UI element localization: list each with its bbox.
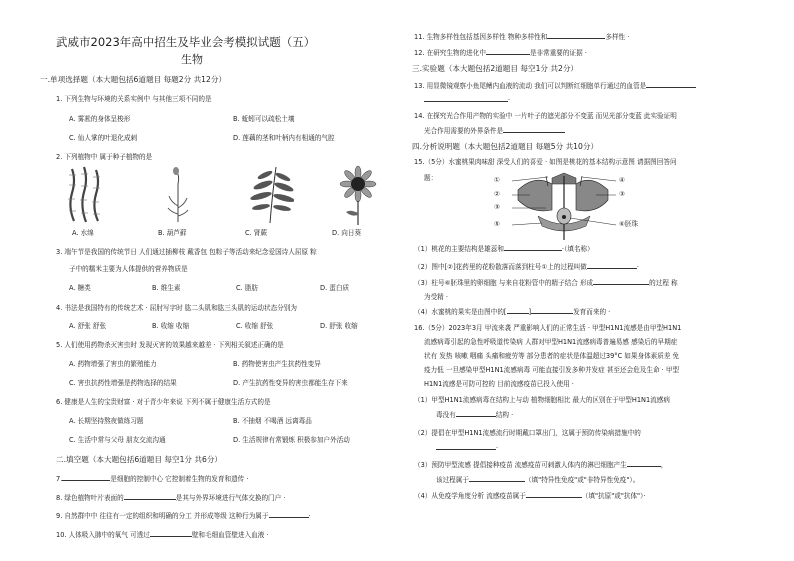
q16-sub1a: （1）甲型H1N1流感病毒在结构上与动 植物细胞相比 最大的区别在于甲型H1N1流感病 xyxy=(414,396,670,404)
q16-sub4-pre: （4）从免疫学角度分析 流感疫苗属于 xyxy=(414,492,526,500)
q16-sub2-post: · xyxy=(496,444,499,452)
q11 xyxy=(414,34,629,42)
q12-blank[interactable] xyxy=(486,54,530,55)
q16-sub1-pre: 毒没有 xyxy=(436,411,456,419)
q13-blank-a[interactable] xyxy=(646,87,696,88)
moss-figure xyxy=(163,166,193,224)
q5-stem: 5. 人们使用药物杀灭害虫时 发现灭害的效果越来越差 · 下列相关叙述正确的是 xyxy=(56,341,284,349)
flower-label-1: ① xyxy=(494,176,500,184)
q3-line2: 子中的糯米主要为人体提供的营养物质是 xyxy=(69,265,188,273)
q14-blank[interactable] xyxy=(503,132,565,133)
q6-option-b: B. 不抽烟 不喝酒 远离毒品 xyxy=(233,417,312,425)
section2-heading: 二.填空题（本大题包括6道题目 每空1分 共6分） xyxy=(56,455,223,464)
q16-sub3-pre: （3）预防甲型流感 提倡接种疫苗 流感疫苗可刺激人体内的淋巴细胞产生 xyxy=(414,461,627,469)
q16-sub3-post: ， xyxy=(660,461,668,469)
q7-text: 是细胞的控制中心 它控制着生物的发育和遗传 · xyxy=(110,475,249,483)
q1-option-d: D. 莲藕的茎和叶柄内有相通的气腔 xyxy=(233,134,335,142)
q1-option-b: B. 蚯蚓可以疏松土壤 xyxy=(233,115,295,123)
q15-sub4-end: 发育而来的 · xyxy=(573,308,611,316)
q15-sub2-mark: ② xyxy=(447,263,454,271)
q8-text-post: 是其与外界环境进行气体交换的门户 · xyxy=(175,494,286,502)
q15-line1: 15.（5分）水蜜桃果肉味甜 深受人们的喜爱 · 如图是桃花的基本结构示意图 请据图回答问 xyxy=(414,158,677,166)
q3-line1: 3. 端午节是我国的传统节日 人们通过插柳枝 戴香包 包粽子等活动来纪念爱国诗人屈原 粽 xyxy=(56,248,317,256)
peach-flower-diagram xyxy=(490,170,640,242)
q6-option-d: D. 生活规律有常锻炼 积极参加户外活动 xyxy=(233,436,350,444)
q4-stem: 4. 书法是我国特有的传统艺术 · 屈肘写字时 肱二头肌和肱三头肌的运动状态分别为 xyxy=(56,304,297,312)
q16-sub4-post: （填"抗原"或"抗体"）· xyxy=(581,492,646,500)
q8-blank[interactable] xyxy=(124,499,176,500)
q6-stem: 6. 健康是人生的宝贵财富 · 对于青少年来说 下列不属于健康生活方式的是 xyxy=(56,398,271,406)
flower-label-3: ③ xyxy=(494,203,500,211)
q16-sub1-post: 结构 · xyxy=(495,411,514,419)
flower-label-3b: ③ xyxy=(619,190,625,198)
q14-line2 xyxy=(424,128,565,136)
q5-option-b: B. 药物使害虫产生抗药性变异 xyxy=(233,360,321,368)
q16-sub3b xyxy=(436,477,639,485)
q2-option-a: A. 水绵 xyxy=(72,229,94,237)
q13-line2 xyxy=(424,97,510,105)
q7-number: 7. xyxy=(56,475,63,483)
spirogyra-figure xyxy=(66,165,106,225)
subject-title: 生物 xyxy=(181,53,203,66)
q1-stem: 1. 下列生物与环境的关系实例中 与其他三项不同的是 xyxy=(56,95,212,103)
q15-sub2-pre: （2）图中[ xyxy=(414,263,448,271)
q15-sub2-end: · xyxy=(636,263,639,271)
q15-sub2-mid: ]花药里的花粉散落而落到柱号 xyxy=(453,263,542,271)
q15-sub2-blank[interactable] xyxy=(587,268,637,269)
q16-sub1b xyxy=(436,412,513,420)
q9-text-post: · xyxy=(308,512,311,520)
q4-option-d: D. 舒张 收缩 xyxy=(320,322,358,330)
q15-sub4-pre: （4）水蜜桃的果实是由图中的[ xyxy=(414,308,507,316)
q15-sub3a xyxy=(414,280,678,288)
q13-text: 13. 用显微镜观察小鱼尾鳍内血液的流动 我们可以判断红细胞单行通过的血管是 xyxy=(414,82,647,90)
q12-text-post: 是非常重要的证据 · xyxy=(529,49,587,57)
q10 xyxy=(56,532,269,540)
q11-blank[interactable] xyxy=(547,38,605,39)
q8 xyxy=(56,495,285,503)
q15-sub1-post: ·（填名称） xyxy=(561,245,594,253)
q15-sub2-mark2: ① xyxy=(541,263,548,271)
flower-label-6: ⑥胚珠 xyxy=(619,220,639,228)
q15-sub3b: 为受精 · xyxy=(424,293,448,301)
q9-text-pre: 9. 自然群中中 往往有一定的组织和明确的分工 并形成等级 这种行为属于 xyxy=(56,512,269,520)
q7 xyxy=(56,476,248,484)
q15-sub2-post: 上的过程叫做 xyxy=(547,263,587,271)
q3-option-d: D. 蛋白质 xyxy=(320,284,350,292)
q16-line4: 疫力低 一旦感染甲型H1N1流感病毒 可能直接引发多种并发症 甚至还会危及生命 · 甲型 xyxy=(424,366,680,374)
q15-sub1-pre: （1）桃花的主要结构是雄蕊和 xyxy=(414,245,504,253)
q14-line1: 14. 在探究光合作用产物的实验中 一片叶子的遮光部分不变蓝 而见光部分变蓝 此实验证明 xyxy=(414,112,677,120)
q4-option-a: A. 舒张 舒张 xyxy=(69,322,107,330)
q4-option-c: C. 收缩 舒张 xyxy=(236,322,274,330)
q2-stem: 2. 下列植物中 属于种子植物的是 xyxy=(56,153,153,161)
q15-sub3-post: 的过程 称 xyxy=(649,279,678,287)
q15-sub3-blank[interactable] xyxy=(593,284,649,285)
q16-sub3-blank-b[interactable] xyxy=(469,481,525,482)
q10-text-post: 壁和毛细血管壁进入血液 · xyxy=(191,531,269,539)
section4-heading: 四.分析说明题（本大题包括2道题目 每题5分 共10分） xyxy=(412,142,599,151)
q1-option-a: A. 雾凇的身体呈梭形 xyxy=(69,115,131,123)
q2-option-b: B. 葫芦藓 xyxy=(158,229,187,237)
sunflower-figure xyxy=(336,165,380,225)
q11-text-pre: 11. 生物多样性包括基因多样性 物种多样性和 xyxy=(414,33,548,41)
q9 xyxy=(56,513,311,521)
q16-sub4-blank[interactable] xyxy=(526,497,582,498)
q15-sub2 xyxy=(414,264,639,272)
q15-sub4-blank-b[interactable] xyxy=(531,313,573,314)
q16-sub1-blank[interactable] xyxy=(456,416,496,417)
section3-heading: 三.实验题（本大题包括2道题目 每空1分 共2分） xyxy=(412,64,579,73)
section1-heading: 一.单项选择题（本大题包括6道题目 每题2分 共12分） xyxy=(40,75,227,84)
q15-sub4 xyxy=(414,309,610,317)
q16-sub3b-post: （填"特异性免疫"或"非特异性免疫"）。 xyxy=(524,476,640,484)
q2-option-c: C. 肾蕨 xyxy=(245,229,267,237)
q14-text: 光合作用需要的外界条件是 xyxy=(424,127,504,135)
q12 xyxy=(414,50,587,58)
q12-text-pre: 12. 在研究生物的进化中 xyxy=(414,49,486,57)
q4-option-b: B. 收缩 收缩 xyxy=(152,322,190,330)
q2-option-d: D. 向日葵 xyxy=(332,229,362,237)
q10-blank[interactable] xyxy=(150,536,192,537)
q13-end: · xyxy=(508,96,511,104)
q16-line2: 流感病毒引起的急性呼吸道传染病 人群对甲型H1N1流感病毒普遍易感 感染后的早期症 xyxy=(424,338,678,346)
q16-sub2b xyxy=(436,445,498,453)
q16-sub3a xyxy=(414,462,667,470)
q6-option-c: C. 生活中常与父母 朋友交流沟通 xyxy=(69,436,166,444)
flower-label-4: ④ xyxy=(619,176,625,184)
q16-sub3b-pre: 该过程属于 xyxy=(436,476,469,484)
q3-option-b: B. 维生素 xyxy=(152,284,181,292)
q5-option-c: C. 害虫抗药性增强是药物选择的结果 xyxy=(69,379,177,387)
q9-blank[interactable] xyxy=(269,517,309,518)
q15-sub1-blank[interactable] xyxy=(504,250,562,251)
q15-sub1 xyxy=(414,246,594,254)
q5-option-d: D. 产生抗药性变异的害虫都能生存下来 xyxy=(233,379,348,387)
flower-label-5: ⑤ xyxy=(494,220,500,228)
q3-option-c: C. 脂肪 xyxy=(236,284,258,292)
q15-sub4-blank-a[interactable] xyxy=(507,313,529,314)
q6-option-a: A. 长期坚持熬夜做练习题 xyxy=(69,417,144,425)
q16-line3: 状有 发热 咳嗽 咽痛 头痛和疲劳等 部分患者的症状是体温超过39°C 如果身体素质差 免 xyxy=(424,352,680,360)
q16-sub2-blank[interactable] xyxy=(436,449,496,450)
q3-option-a: A. 糖类 xyxy=(69,284,91,292)
q13-blank-b[interactable] xyxy=(424,101,508,102)
q16-sub3-blank-a[interactable] xyxy=(627,466,661,467)
q8-text-pre: 8. 绿色植物叶片表面的 xyxy=(56,494,124,502)
q15-line2: 题： xyxy=(424,174,438,182)
q13-line1 xyxy=(414,83,696,91)
flower-label-2: ② xyxy=(494,190,500,198)
q11-text-post: 多样性 · xyxy=(605,33,630,41)
q16-sub2a: （2）提倡在甲型H1N1流感流行时期戴口罩出门，这属于预防传染病措施中的 xyxy=(414,429,641,437)
exam-title: 武威市2023年高中招生及毕业会考模拟试题（五） xyxy=(56,35,316,49)
q7-blank[interactable] xyxy=(62,480,110,481)
q10-text-pre: 10. 人体吸入肺中的氧气 可透过 xyxy=(56,531,150,539)
q15-sub4-post: ] xyxy=(528,308,532,316)
q15-sub3-pre: （3）柱号⑥胚珠里的卵细胞 与来自花粉管中的精子结合 形成 xyxy=(414,279,594,287)
q16-sub4 xyxy=(414,493,645,501)
q1-option-c: C. 仙人掌的叶退化成刺 xyxy=(69,134,138,142)
q16-line5: H1N1流感是可防可控的 目前流感疫苗已投入使用 · xyxy=(424,380,574,388)
q5-option-a: A. 药物增强了害虫的繁殖能力 xyxy=(69,360,157,368)
q16-line1: 16.（5分）2023年3月 甲流来袭 严重影响人们的正常生活 · 甲型H1N1流感是由甲型H1N1 xyxy=(414,324,682,332)
fern-figure xyxy=(250,163,294,225)
